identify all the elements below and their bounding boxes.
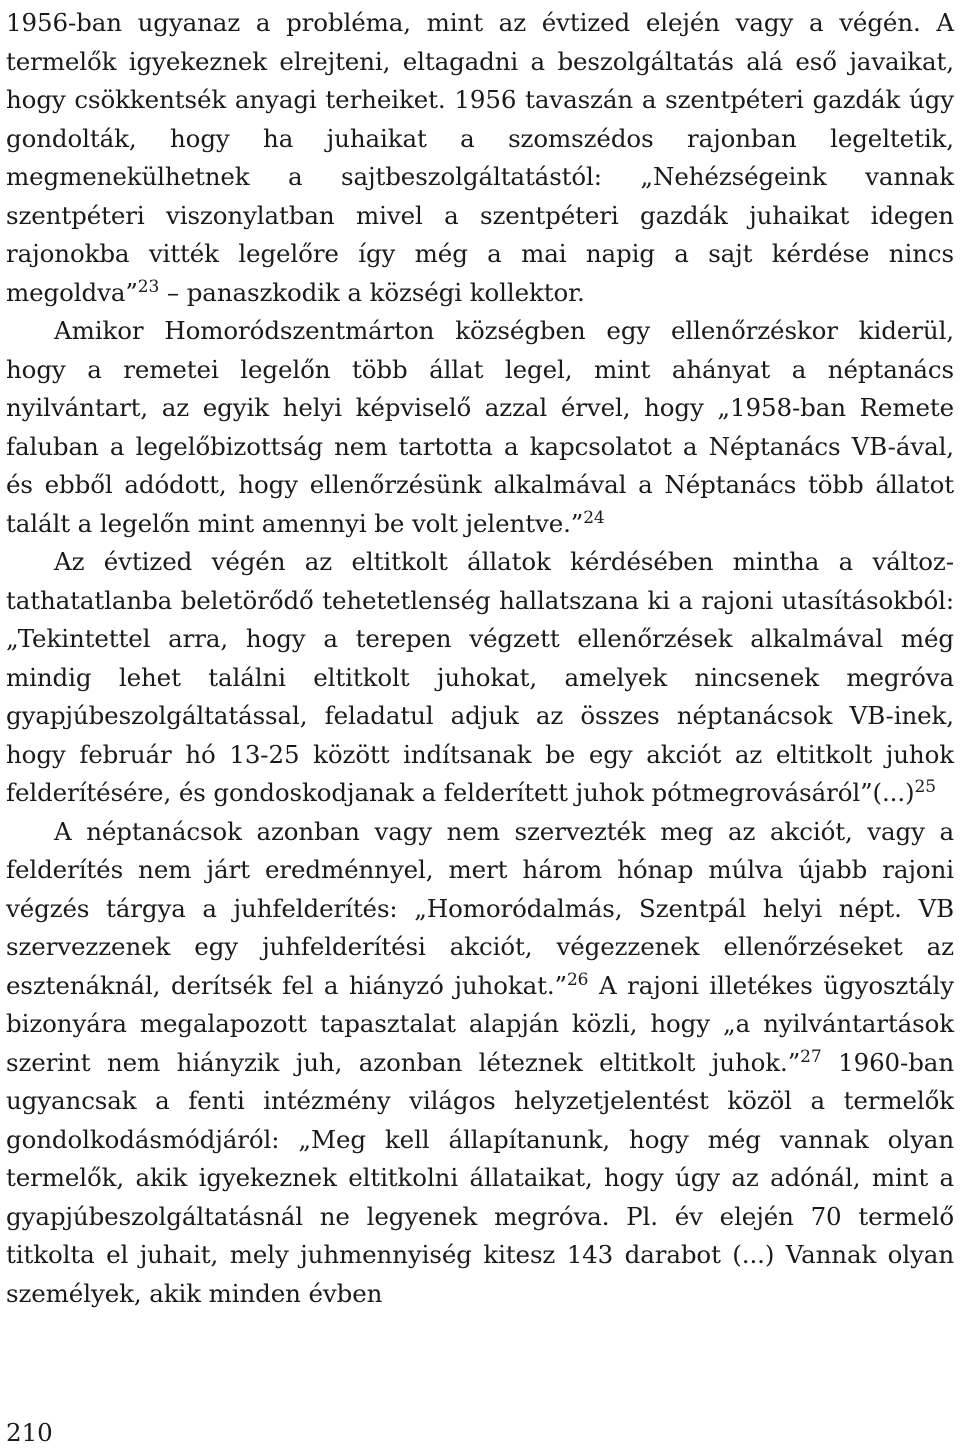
page-number: 210 — [6, 1418, 53, 1447]
paragraph-2 — [6, 312, 954, 543]
paragraph-text: 1956-ban ugyanaz a probléma, mint az évtized elején vagy a végén. A termelők igyekeznek elrejteni, eltagadni a beszolgáltatás alá eső javaikat, hogy csökkentsék anyagi terheiket. 1956 tavaszán a szentpéteri gazdák úgy gondolták, hogy ha juhaikat a szomszédos rajonban legeltetik, megmenekülhetnek a sajtbeszolgáltatástól: „Nehézségeink vannak szentpéteri viszonylatban mivel a szentpéteri gazdák juhaikat idegen rajonokba vitték legelőre így még a mai napig a sajt kérdése nincs megoldva” — [6, 8, 954, 307]
footnote-ref-25: 25 — [914, 777, 936, 797]
footnote-ref-23: 23 — [137, 276, 160, 297]
paragraph-text: A rajoni illetékes ügyosztály bizonyára megalapozott tapasztalat alapján közli, hogy „a nyilvántartások szerint nem hiányzik juh, azonban léteznek eltitkolt juhok.” — [6, 970, 954, 1077]
paragraph-1 — [6, 4, 954, 312]
paragraph-text: Az évtized végén az eltitkolt állatok kérdésében mintha a változtathatatlanba beletörődő tehetetlenség hallatszana ki a rajoni utasításokból: „Tekintettel arra, hogy a terepen végzett ellenőrzések alkalmával még mindig lehet találni eltitkolt juhokat, amelyek nincsenek megróva gyapjúbeszolgáltatással, feladatul adjuk az összes néptanácsok VB-inek, hogy február hó 13-25 között indítsanak be egy akciót az eltitkolt juhok felderítésére, és gondoskodjanak a felderített juhok pótmegrovásáról”(...) — [6, 547, 954, 807]
document-page — [6, 4, 954, 1313]
paragraph-text: Amikor Homoródszentmárton községben egy ellenőrzéskor kiderül, hogy a remetei legelőn több állat legel, mint ahányat a néptanács nyilvántart, az egyik helyi képviselő azzal érvel, hogy „1958-ban Remete faluban a legelőbizottság nem tartotta a kapcsolatot a Néptanács VB-ával, és ebből adódott, hogy ellenőrzésünk alkalmával a Néptanács több állatot talált a legelőn mint amennyi be volt jelentve.” — [6, 316, 954, 538]
paragraph-text: 1960-ban ugyancsak a fenti intézmény világos helyzetjelentést közöl a termelők gondolkodásmódjáról: „Meg kell állapítanunk, hogy még vannak olyan termelők, akik igyekeznek eltitkolni állataikat, hogy úgy az adónál, mint a gyapjúbeszolgáltatásnál ne legyenek megróva. Pl. év elején 70 termelő titkolta el juhait, mely juhmennyiség kitesz 143 darabot (...) Vannak olyan személyek, akik minden évben — [6, 1047, 954, 1308]
footnote-ref-27: 27 — [800, 1046, 822, 1067]
footnote-ref-24: 24 — [583, 507, 605, 528]
paragraph-4 — [6, 813, 954, 1314]
paragraph-3 — [6, 543, 954, 813]
paragraph-text: – panaszkodik a községi kollektor. — [159, 277, 585, 307]
paragraph-text: A néptanácsok azonban vagy nem szervezték meg az akciót, vagy a felderítés nem járt eredménnyel, mert három hónap múlva újabb rajoni végzés tárgya a juhfelderítés: „Homoródalmás, Szentpál helyi népt. VB szervezzenek egy juhfelderítési akciót, végezzenek ellenőrzéseket az esztenáknál, derítsék fel a hiányzó juhokat.” — [6, 816, 954, 1000]
footnote-ref-26: 26 — [566, 969, 589, 990]
